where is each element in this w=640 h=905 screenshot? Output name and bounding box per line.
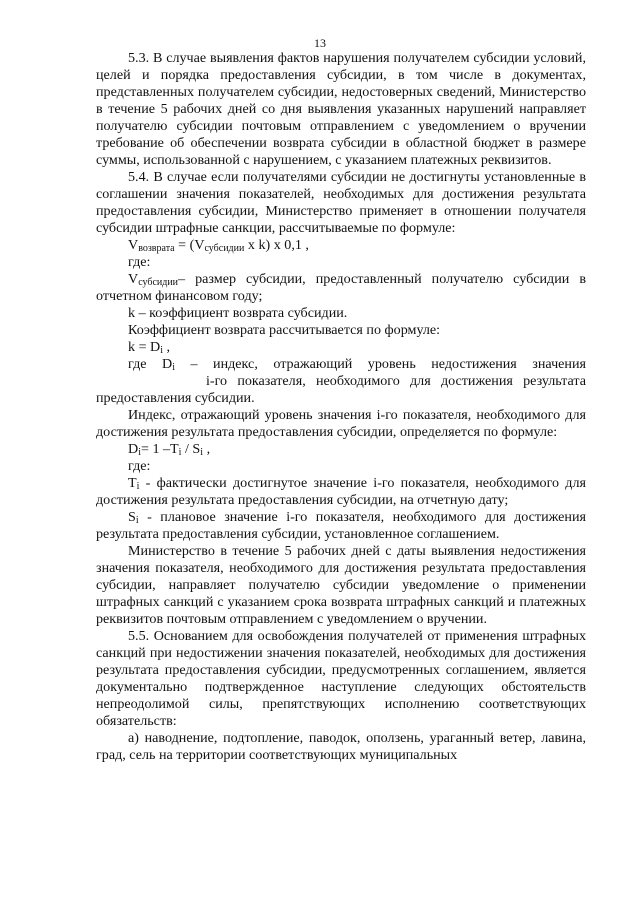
k-calc-intro: Коэффициент возврата рассчитывается по формуле:: [128, 322, 441, 338]
paragraph-5-4: 5.4. В случае если получателями субсидии не достигнуты установленные в соглашении значения показателей, необходимых для достижения результата предоставления субсидии, Министерство применяет в отношении получателя субсидии штрафные санкции, рассчитываемые по формуле:: [96, 169, 586, 236]
t-definition: $T_i$ - фактически достигнутое значение i-го показателя, необходимого для достижения результата предоставления субсидии, на отчетную дату;: [96, 475, 586, 508]
paragraph-5-5: 5.5. Основанием для освобождения получателей от применения штрафных санкций при недостижении значения показателей, необходимых для достижения результата предоставления субсидии, предусмотренных соглашением, является документально подтвержденное наступление следующих обстоятельств непреодолимой силы, препятствующих исполнению соответствующих обязательств:: [96, 628, 586, 729]
k-definition: k – коэффициент возврата субсидии.: [128, 305, 348, 321]
paragraph-5-3: 5.3. В случае выявления фактов нарушения получателем субсидии условий, целей и порядка предоставления субсидии, в том числе в документах, представленных получателем субсидии, недостоверных сведений, Министерство в течение 5 рабочих дней со дня выявления указанных нарушений направляет получателю субсидии почтовым отправлением с уведомлением о вручении требование об обеспечении возврата субсидии в областной бюджет в размере суммы, использованной с нарушением, с указанием платежных реквизитов.: [96, 50, 586, 168]
k-formula: $k = D_i$ ,: [128, 339, 171, 356]
ministry-notice: Министерство в течение 5 рабочих дней с даты выявления недостижения значения показателя, необходимого для достижения результата предоставления субсидии, направляет получателю субсидии уведомление о применении штрафных санкций с указанием срока возврата штрафных санкций и платежных реквизитов почтовым отправлением с уведомлением о вручении.: [96, 543, 586, 627]
index-intro: Индекс, отражающий уровень значения i-го показателя, необходимого для достижения результата предоставления субсидии, определяется по формуле:: [96, 407, 586, 440]
formula-v-return: $V_{возврата} = (V_{субсидии}$ x k) x 0,1 ,: [128, 237, 309, 254]
document-body: [96, 50, 586, 764]
di-definition: где $D_i$ – индекс, отражающий уровень недостижения значенияi-го показателя, необходимого для достижения результата предоставления субсидии.: [96, 356, 586, 406]
item-a: а) наводнение, подтопление, паводок, оползень, ураганный ветер, лавина, град, сель на территории соответствующих муниципальных: [96, 730, 586, 763]
where-label: где:: [128, 254, 151, 270]
v-subsidy-definition: $V_{субсидии}-$ размер субсидии, предоставленный получателю субсидии в отчетном финансовом году;: [96, 271, 586, 304]
s-definition: $S_i$ - плановое значение i-го показателя, необходимого для достижения результата предоставления субсидии, установленное соглашением.: [96, 509, 586, 542]
di-formula: $D_i= 1$ $-T_i / S_i$ ,: [128, 441, 211, 458]
where-label-2: где:: [128, 458, 151, 474]
page-number: 13: [314, 36, 326, 50]
